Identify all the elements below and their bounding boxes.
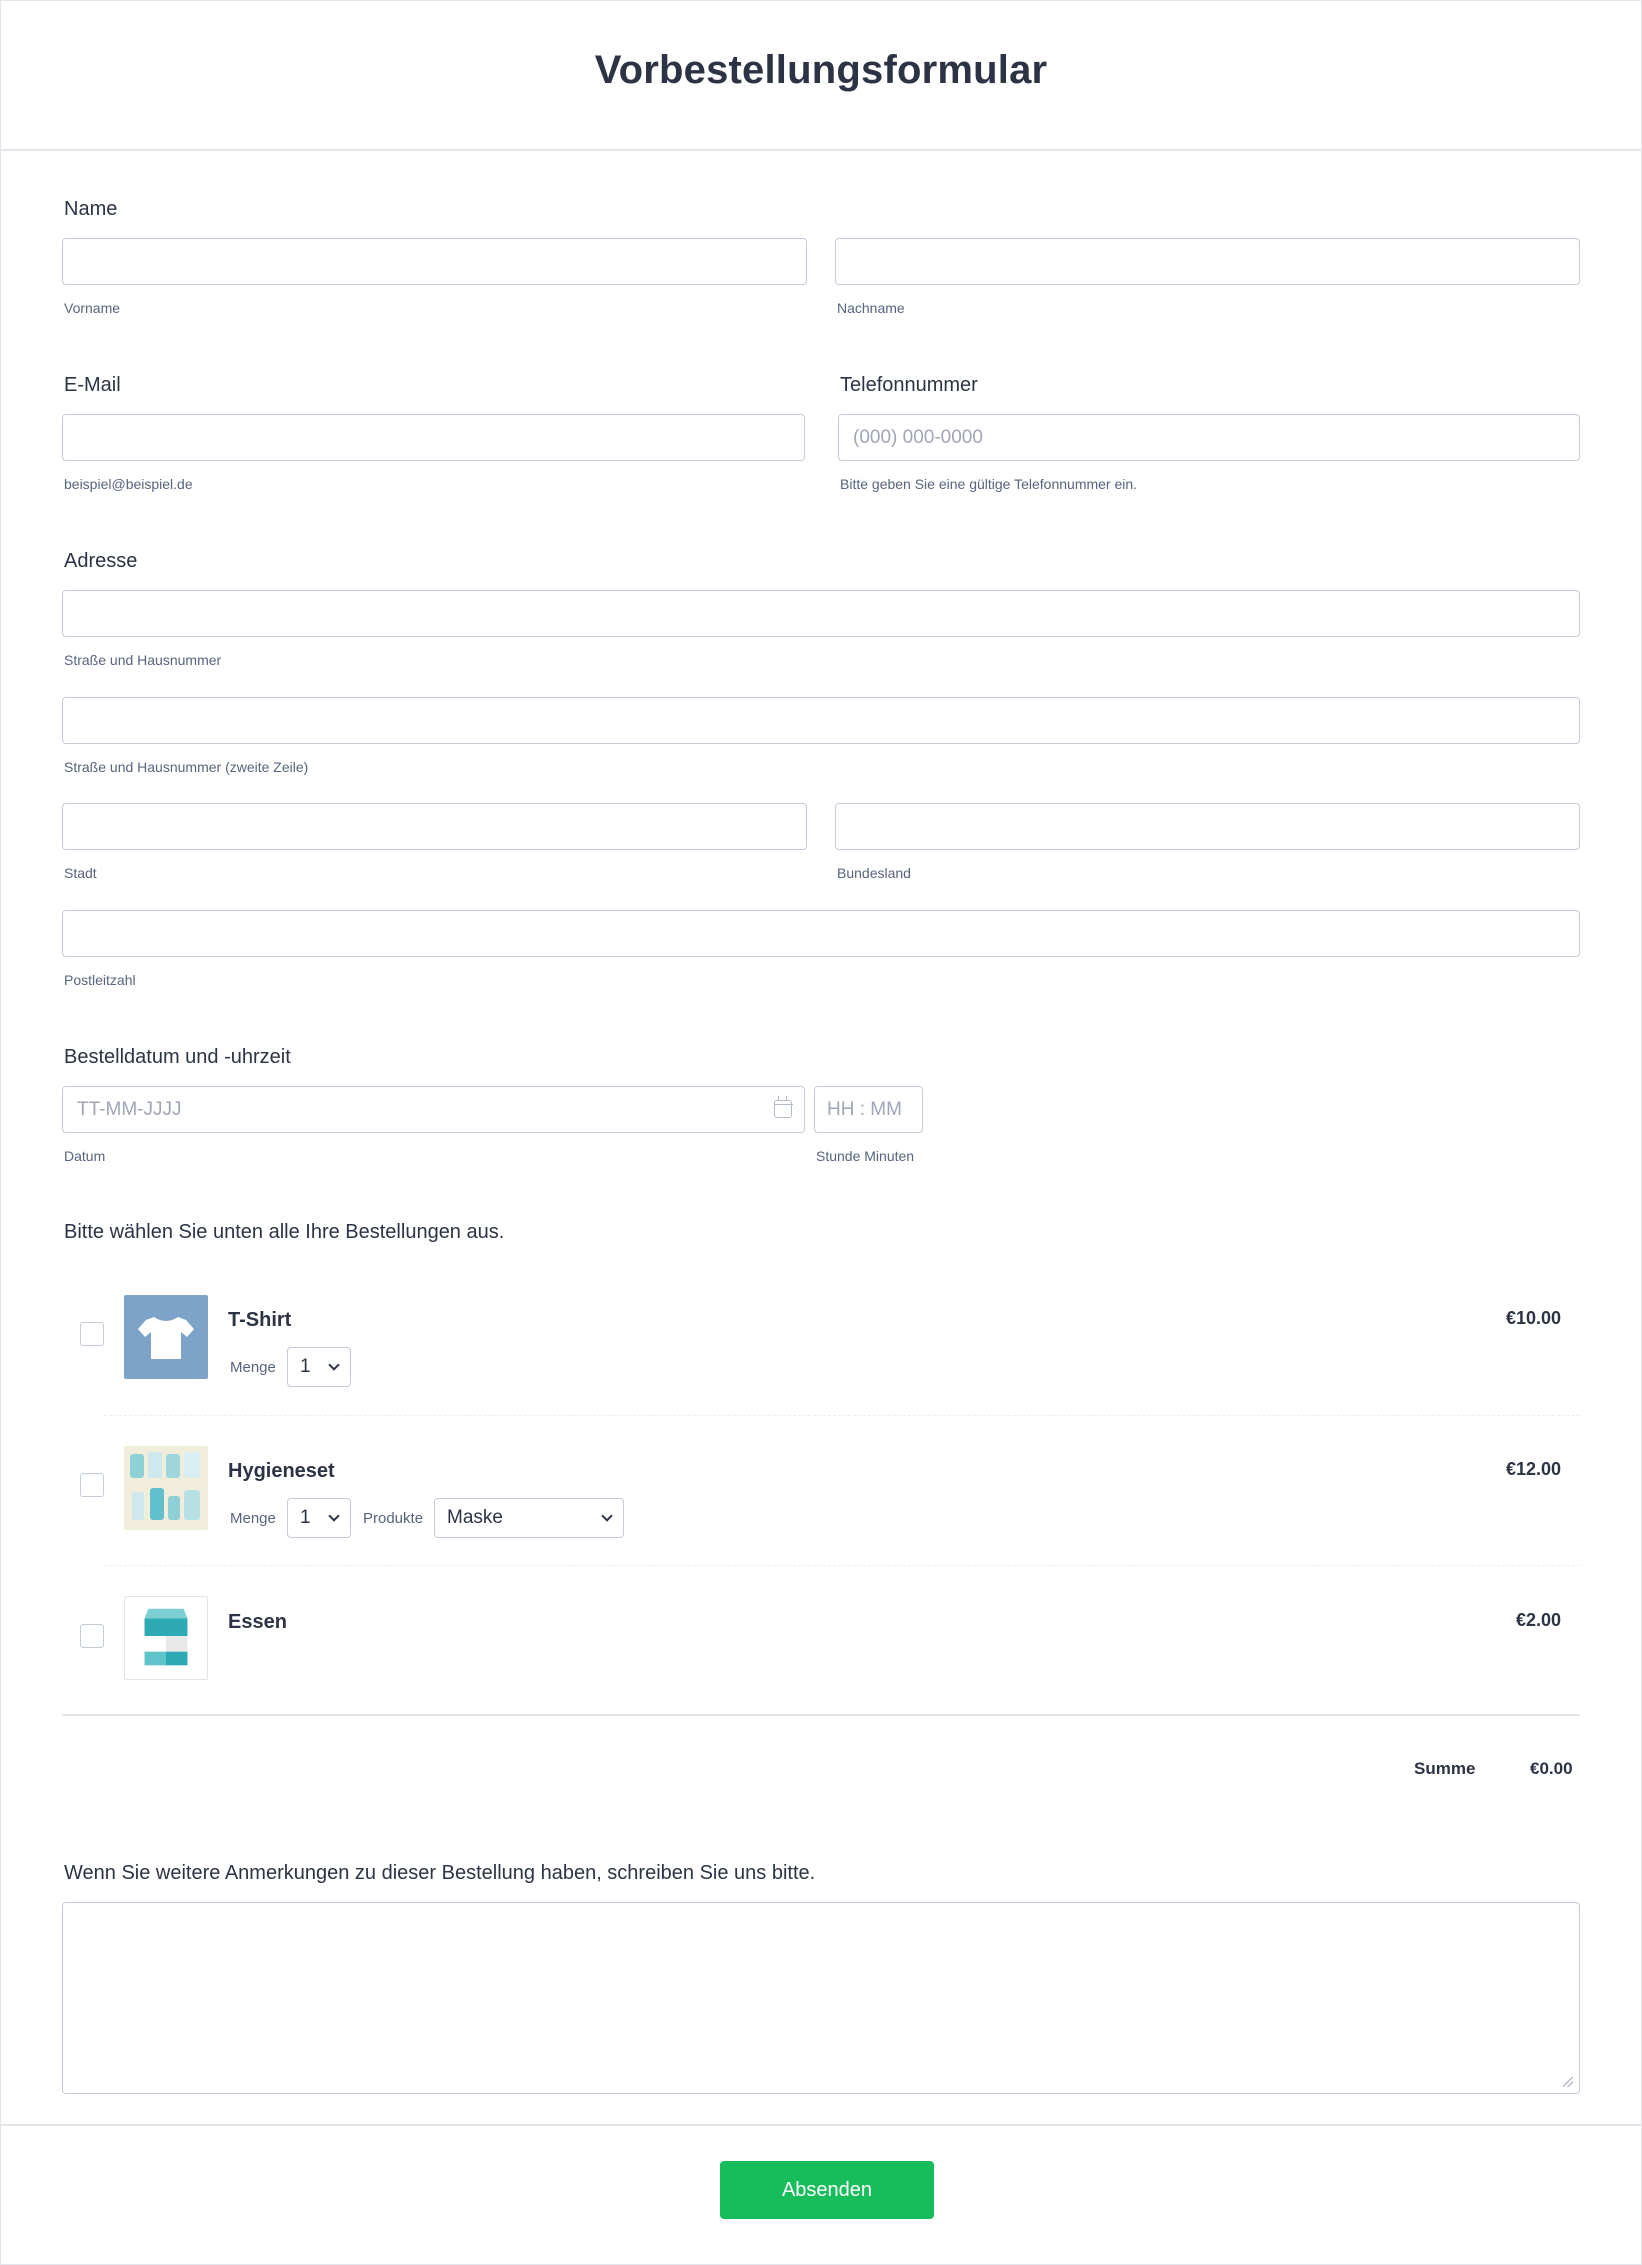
product-divider [104,1415,1580,1416]
milk-carton-image [124,1596,208,1680]
food-price: €2.00 [1515,1610,1561,1630]
calendar-icon[interactable] [774,1100,792,1118]
hygiene-name: Hygieneset [228,1460,335,1482]
chevron-down-icon [328,1510,339,1521]
street-input[interactable] [62,590,1580,637]
hygiene-quantity-label: Menge [230,1510,276,1527]
name-label: Name [64,198,118,220]
notes-label: Wenn Sie weitere Anmerkungen zu dieser Bestellung haben, schreiben Sie uns bitte. [64,1862,816,1884]
address-label: Adresse [64,550,138,572]
resize-handle-icon[interactable] [1563,2077,1573,2087]
hygiene-quantity-value: 1 [300,1507,311,1528]
form-title: Vorbestellungsformular [594,48,1048,92]
chevron-down-icon [328,1359,339,1370]
tshirt-quantity-label: Menge [230,1359,276,1376]
street2-sublabel: Straße und Hausnummer (zweite Zeile) [64,759,309,775]
time-sublabel: Stunde Minuten [816,1148,915,1164]
time-input[interactable] [814,1086,923,1133]
last-name-sublabel: Nachname [837,300,905,316]
food-name: Essen [228,1611,287,1633]
email-input[interactable] [62,414,805,461]
tshirt-icon [124,1295,208,1379]
hygiene-price: €12.00 [1505,1459,1561,1479]
city-input[interactable] [62,803,807,850]
hygiene-kit-icon [124,1446,208,1530]
notes-textarea[interactable] [62,1902,1580,2094]
zip-input[interactable] [62,910,1580,957]
products-label: Bitte wählen Sie unten alle Ihre Bestellungen aus. [64,1221,505,1243]
chevron-down-icon [601,1510,612,1521]
hygiene-option-label: Produkte [363,1510,424,1527]
city-sublabel: Stadt [64,865,97,881]
tshirt-price: €10.00 [1505,1308,1561,1328]
last-name-input[interactable] [835,238,1580,285]
tshirt-image [124,1295,208,1379]
date-sublabel: Datum [64,1148,106,1164]
street-sublabel: Straße und Hausnummer [64,652,222,668]
total-label: Summe [1414,1759,1476,1778]
phone-label: Telefonnummer [840,374,978,396]
datetime-label: Bestelldatum und -uhrzeit [64,1046,291,1068]
milk-carton-icon [125,1597,207,1679]
total-value: €0.00 [1530,1759,1573,1778]
submit-button[interactable]: Absenden [720,2161,934,2219]
phone-input[interactable] [838,414,1580,461]
street2-input[interactable] [62,697,1580,744]
products-divider [62,1714,1580,1716]
hygiene-checkbox[interactable] [80,1473,104,1497]
hygiene-option-value: Maske [447,1507,503,1528]
time-placeholder: HH : MM [827,1099,902,1120]
hygiene-option-select[interactable] [434,1498,624,1538]
phone-placeholder: (000) 000-0000 [853,427,983,448]
tshirt-name: T-Shirt [228,1309,292,1331]
state-input[interactable] [835,803,1580,850]
phone-sublabel: Bitte geben Sie eine gültige Telefonnummer ein. [840,476,1138,492]
date-placeholder: TT-MM-JJJJ [77,1099,182,1120]
tshirt-quantity-value: 1 [300,1356,311,1377]
zip-sublabel: Postleitzahl [64,972,136,988]
form-header [0,0,1642,151]
tshirt-checkbox[interactable] [80,1322,104,1346]
email-label: E-Mail [64,374,121,396]
first-name-sublabel: Vorname [64,300,121,316]
first-name-input[interactable] [62,238,807,285]
hygiene-quantity-select[interactable] [287,1498,351,1538]
hygiene-kit-image [124,1446,208,1530]
tshirt-quantity-select[interactable] [287,1347,351,1387]
food-checkbox[interactable] [80,1624,104,1648]
product-divider [104,1565,1580,1566]
form-footer [0,2124,1642,2265]
date-input[interactable] [62,1086,805,1133]
email-sublabel: beispiel@beispiel.de [64,476,193,492]
state-sublabel: Bundesland [837,865,911,881]
